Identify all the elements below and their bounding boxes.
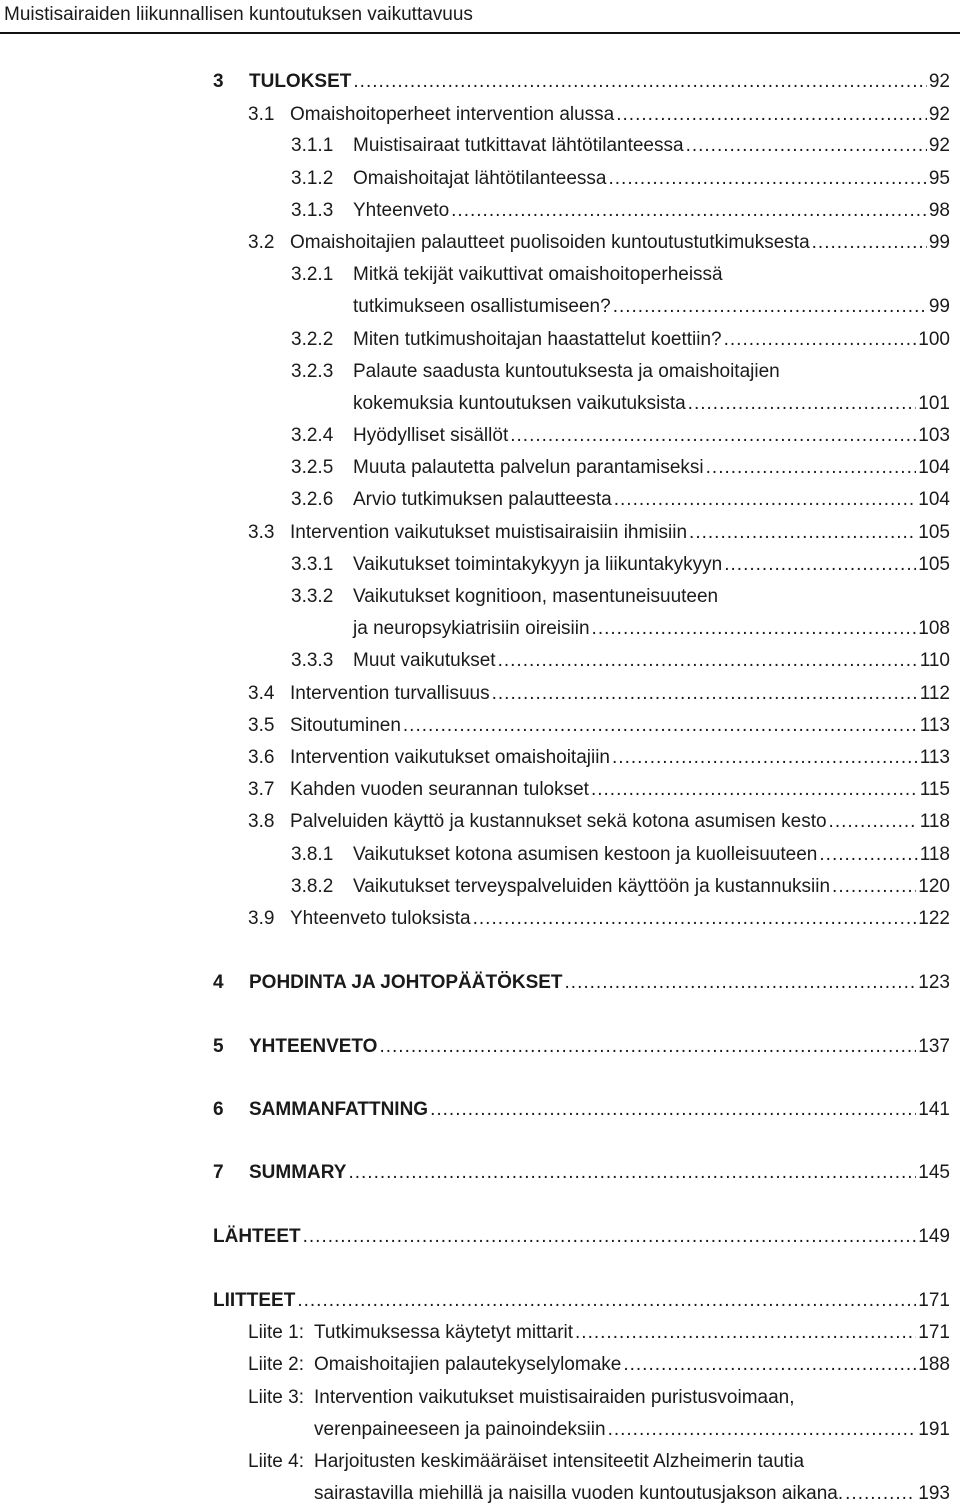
toc-title: Muistisairaat tutkittavat lähtötilanteessa [353,135,684,156]
toc-title: Yhteenveto tuloksista [290,908,471,929]
toc-entry-3-3-1[interactable] [291,552,950,578]
toc-title: Yhteenveto [353,200,450,221]
toc-leader [608,166,926,192]
toc-entry-3-3-2-cont[interactable] [353,616,950,642]
toc-leader [492,681,918,707]
toc-leader [303,1224,917,1250]
toc-leader [591,777,918,803]
toc-number: 3.2.4 [291,425,334,446]
toc-page: 118 [919,811,950,832]
toc-page: 118 [919,844,950,865]
toc-number: 3.8.1 [291,844,334,865]
toc-page: 149 [918,1226,950,1247]
toc-entry-3-2-3-cont[interactable] [353,391,950,417]
toc-entry-liite-2[interactable] [248,1352,950,1378]
toc-title: Hyödylliset sisällöt [353,425,509,446]
toc-entry-3-4[interactable] [248,681,950,707]
toc-title: Omaishoitajat lähtötilanteessa [353,168,607,189]
toc-number: 3.3.2 [291,586,334,607]
toc-page: 122 [918,908,950,929]
toc-number: 4 [213,972,224,993]
toc-entry-liite-3-cont[interactable] [314,1417,950,1443]
toc-number: 3.1 [248,104,275,125]
toc-page: 104 [918,457,950,478]
toc-entry-liite-1[interactable] [248,1320,950,1346]
toc-leader [608,1417,917,1443]
toc-title: Vaikutukset kotona asumisen kestoon ja kuolleisuuteen [353,844,818,865]
toc-leader [614,487,917,513]
toc-leader [623,1352,916,1378]
toc-page: 193 [918,1483,950,1504]
toc-entry-3-2-1[interactable] [291,262,723,288]
toc-entry-3-9[interactable] [248,906,950,932]
toc-title-continued: sairastavilla miehillä ja naisilla vuoden kuntoutusjakson aikana. [314,1483,844,1504]
toc-entry-3-1-2[interactable] [291,166,950,192]
toc-number: 3.2.5 [291,457,334,478]
toc-number: Liite 4: [248,1451,304,1472]
toc-leader [689,520,916,546]
toc-entry-4[interactable] [213,970,950,996]
toc-page: 123 [918,972,950,993]
toc-entry-liitteet[interactable] [213,1288,950,1314]
toc-entry-3-2-5[interactable] [291,455,950,481]
toc-leader [724,552,916,578]
toc-number: 3 [213,71,224,92]
toc-page: 92 [928,71,950,92]
toc-leader [612,745,918,771]
toc-page: 95 [928,168,950,189]
toc-title: Harjoitusten keskimääräiset intensiteetit Alzheimerin tautia [314,1451,805,1472]
toc-entry-3-8-2[interactable] [291,874,950,900]
toc-number: 3.3.3 [291,650,334,671]
toc-entry-3-8[interactable] [248,809,950,835]
toc-leader [613,294,927,320]
toc-page: 191 [918,1419,950,1440]
toc-page: 145 [918,1162,950,1183]
toc-page: 104 [918,489,950,510]
toc-page: 171 [918,1322,950,1343]
toc-title-continued: kokemuksia kuntoutuksen vaikutuksista [353,393,686,414]
toc-number: 3.2.1 [291,264,334,285]
toc-leader [348,1160,916,1186]
toc-title: Omaishoitajien palautekyselylomake [314,1354,622,1375]
toc-page: 101 [918,393,950,414]
toc-page: 137 [918,1036,950,1057]
running-title: Muistisairaiden liikunnallisen kuntoutuksen vaikuttavuus [4,4,473,25]
toc-page: 115 [919,779,950,800]
toc-leader [829,809,918,835]
toc-title-continued: tutkimukseen osallistumiseen? [353,296,611,317]
toc-title: SUMMARY [249,1162,347,1183]
toc-title: Intervention vaikutukset muistisairaisiin ihmisiin [290,522,688,543]
toc-title: Palveluiden käyttö ja kustannukset sekä kotona asumisen kesto [290,811,827,832]
toc-leader [812,230,927,256]
toc-title-continued: ja neuropsykiatrisiin oireisiin [353,618,590,639]
toc-leader [616,102,927,128]
toc-entry-7[interactable] [213,1160,950,1186]
toc-page: 92 [928,135,950,156]
toc-page: 171 [918,1290,950,1311]
toc-page: 120 [918,876,950,897]
toc-page: 98 [928,200,950,221]
toc-leader [724,327,917,353]
toc-leader [575,1320,916,1346]
toc-page: 112 [919,683,950,704]
toc-title: Miten tutkimushoitajan haastattelut koettiin? [353,329,722,350]
toc-entry-3-3-2[interactable] [291,584,718,610]
toc-number: 3.6 [248,747,275,768]
toc-number: 3.2.3 [291,361,334,382]
toc-title: Tutkimuksessa käytetyt mittarit [314,1322,574,1343]
toc-title: Arvio tutkimuksen palautteesta [353,489,612,510]
toc-leader [592,616,917,642]
toc-entry-lahteet[interactable] [213,1224,950,1250]
toc-entry-liite-3[interactable] [248,1385,795,1411]
toc-leader [688,391,917,417]
toc-number: 3.8.2 [291,876,334,897]
toc-number: 3.2.2 [291,329,334,350]
toc-title: YHTEENVETO [249,1036,378,1057]
toc-title: LÄHTEET [213,1226,301,1247]
toc-number: 3.2 [248,232,275,253]
toc-page: 110 [919,650,950,671]
toc-title: Omaishoitajien palautteet puolisoiden kuntoutustutkimuksesta [290,232,810,253]
toc-page: 113 [919,715,950,736]
toc-page: 188 [918,1354,950,1375]
toc-leader [845,1481,916,1507]
toc-page: 105 [918,522,950,543]
toc-leader [379,1034,916,1060]
toc-number: 3.1.1 [291,135,334,156]
toc-title: Mitkä tekijät vaikuttivat omaishoitoperheissä [353,264,723,285]
toc-title: Kahden vuoden seurannan tulokset [290,779,589,800]
toc-number: 3.3 [248,522,275,543]
toc-leader [510,423,916,449]
toc-number: 3.1.2 [291,168,334,189]
toc-entry-6[interactable] [213,1097,950,1123]
toc-number: 6 [213,1099,224,1120]
toc-number: 3.8 [248,811,275,832]
toc-page: 108 [918,618,950,639]
toc-title: POHDINTA JA JOHTOPÄÄTÖKSET [249,972,563,993]
toc-entry-3-8-1[interactable] [291,842,950,868]
toc-entry-3-1-1[interactable] [291,133,950,159]
toc-number: 3.1.3 [291,200,334,221]
toc-number: 3.9 [248,908,275,929]
toc-entry-3-2-1-cont[interactable] [353,294,950,320]
toc-entry-3-2-2[interactable] [291,327,950,353]
toc-leader [451,198,927,224]
toc-title: Vaikutukset kognitioon, masentuneisuuteen [353,586,719,607]
toc-entry-3-2-6[interactable] [291,487,950,513]
toc-leader [819,842,917,868]
toc-entry-3[interactable] [213,69,950,95]
toc-number: 3.5 [248,715,275,736]
toc-entry-3-1[interactable] [248,102,950,128]
toc-title: Muut vaikutukset [353,650,496,671]
toc-title-continued: verenpaineeseen ja painoindeksiin [314,1419,606,1440]
toc-leader [498,648,918,674]
toc-title: Intervention vaikutukset omaishoitajiin [290,747,611,768]
toc-number: 5 [213,1036,224,1057]
toc-entry-3-2[interactable] [248,230,950,256]
toc-number: 3.3.1 [291,554,334,575]
toc-page: 103 [918,425,950,446]
toc-page: 105 [918,554,950,575]
toc-leader [297,1288,916,1314]
toc-title: Palaute saadusta kuntoutuksesta ja omaishoitajien [353,361,780,382]
toc-entry-3-6[interactable] [248,745,950,771]
toc-entry-3-5[interactable] [248,713,950,739]
toc-leader [473,906,917,932]
toc-title: Omaishoitoperheet intervention alussa [290,104,615,125]
toc-leader [832,874,916,900]
toc-leader [686,133,927,159]
toc-number: 3.2.6 [291,489,334,510]
toc-leader [403,713,918,739]
toc-title: SAMMANFATTNING [249,1099,429,1120]
toc-entry-liite-4[interactable] [248,1449,804,1475]
toc-leader [565,970,917,996]
toc-title: LIITTEET [213,1290,296,1311]
toc-page: 92 [928,104,950,125]
toc-title: Intervention turvallisuus [290,683,490,704]
toc-number: Liite 2: [248,1354,304,1375]
toc-page: 113 [919,747,950,768]
toc-page: 99 [928,296,950,317]
toc-number: 3.7 [248,779,275,800]
toc-title: Vaikutukset terveyspalveluiden käyttöön ja kustannuksiin [353,876,831,897]
toc-title: Intervention vaikutukset muistisairaiden puristusvoimaan, [314,1387,795,1408]
toc-leader [353,69,926,95]
toc-title: Muuta palautetta palvelun parantamiseksi [353,457,704,478]
toc-number: 7 [213,1162,224,1183]
toc-entry-liite-4-cont[interactable] [314,1481,950,1507]
toc-entry-5[interactable] [213,1034,950,1060]
toc-page: 141 [918,1099,950,1120]
toc-page: 100 [918,329,950,350]
toc-title: Sitoutuminen [290,715,401,736]
toc-leader [706,455,917,481]
toc-page: 99 [928,232,950,253]
running-header [0,0,960,34]
toc-title: Vaikutukset toimintakykyyn ja liikuntakykyyn [353,554,723,575]
toc-title: TULOKSET [249,71,352,92]
toc-entry-3-2-3[interactable] [291,359,780,385]
toc-entry-3-3[interactable] [248,520,950,546]
toc-leader [430,1097,916,1123]
toc-number: Liite 3: [248,1387,304,1408]
toc-entry-3-3-3[interactable] [291,648,950,674]
toc-entry-3-1-3[interactable] [291,198,950,224]
toc-entry-3-2-4[interactable] [291,423,950,449]
toc-entry-3-7[interactable] [248,777,950,803]
toc-number: 3.4 [248,683,275,704]
toc-number: Liite 1: [248,1322,304,1343]
